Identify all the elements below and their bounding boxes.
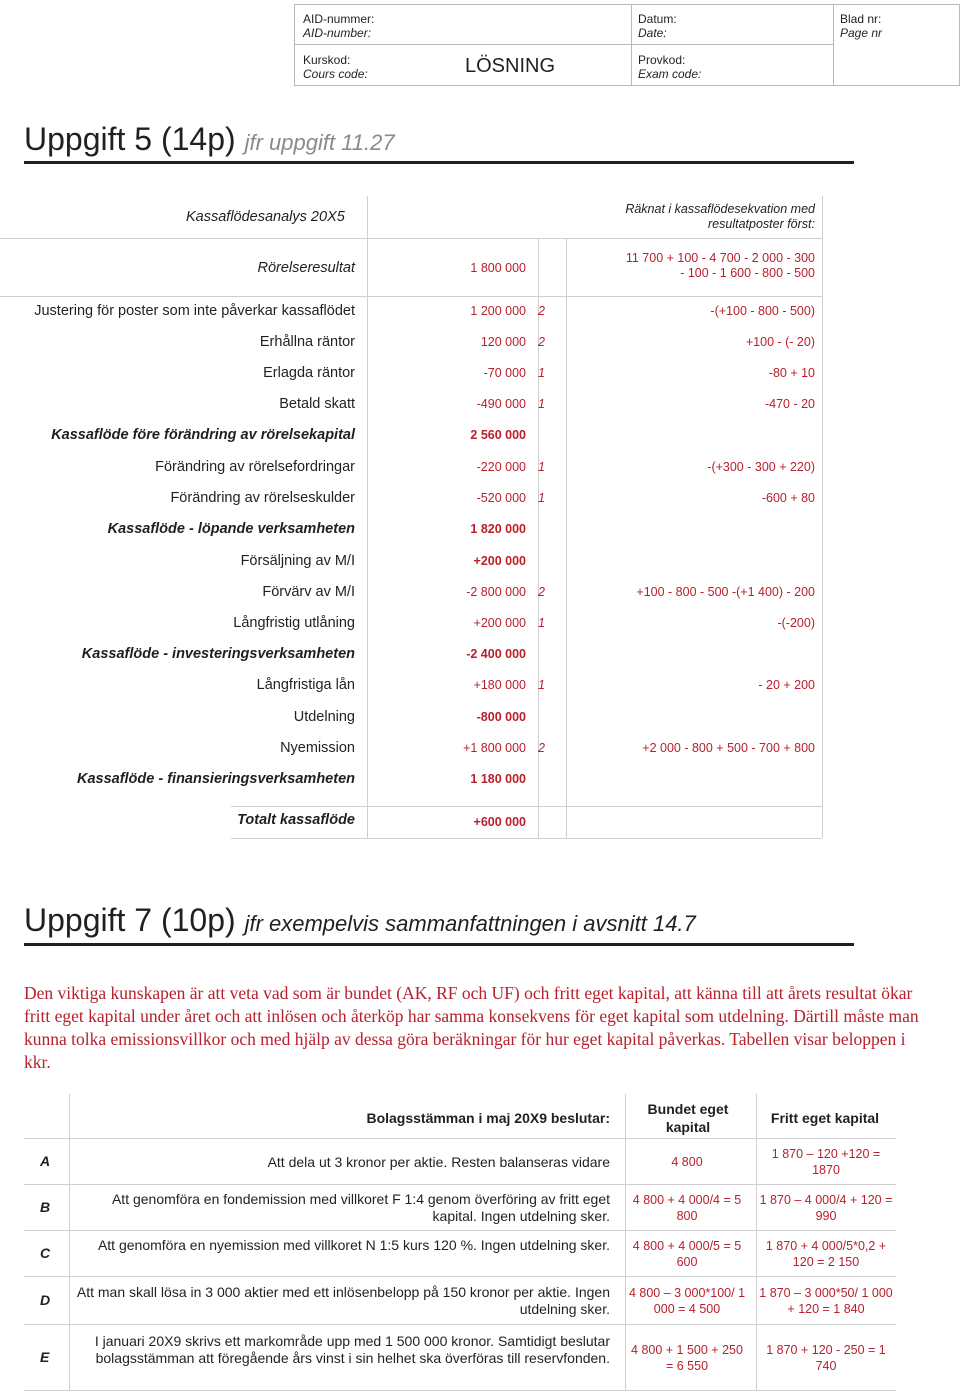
cashflow-row-calc: -470 - 20 — [764, 397, 815, 411]
cashflow-row — [0, 298, 960, 326]
cashflow-row-amount: -2 400 000 — [466, 647, 526, 661]
equity-row-fritt: 1 870 + 4 000/5*0,2 + 120 = 2 150 — [765, 1239, 887, 1269]
cashflow-row-note: 1 — [538, 460, 545, 474]
grid-line — [0, 296, 822, 297]
header-divider — [833, 5, 834, 85]
aid-label: AID-nummer: — [303, 12, 375, 26]
task5-title: Uppgift 5 (14p) — [24, 121, 236, 157]
cashflow-row-amount: -220 000 — [476, 460, 526, 474]
cashflow-row-amount: -2 800 000 — [466, 585, 526, 599]
cashflow-row — [0, 548, 960, 576]
equity-row-letter: D — [40, 1292, 51, 1308]
grid-line — [231, 806, 822, 807]
cashflow-row-note: 1 — [538, 491, 545, 505]
cashflow-row — [0, 641, 960, 669]
cashflow-table-title: Kassaflödesanalys 20X5 — [186, 209, 345, 225]
cashflow-row-amount: 1 200 000 — [470, 304, 526, 318]
cashflow-row-calc: +2 000 - 800 + 500 - 700 + 800 — [642, 741, 815, 755]
cashflow-row-calc: -80 + 10 — [768, 366, 815, 380]
cashflow-row-label: Utdelning — [293, 709, 355, 725]
cashflow-row-calc: +100 - (- 20) — [745, 335, 815, 349]
equity-row — [24, 1232, 896, 1276]
cashflow-row-amount: +200 000 — [473, 616, 526, 630]
cashflow-row-note: 2 — [538, 741, 545, 755]
cashflow-row — [0, 610, 960, 638]
cashflow-row — [0, 579, 960, 607]
task5-heading — [24, 121, 395, 161]
cashflow-row-label: Betald skatt — [279, 396, 355, 412]
sheet-label-en: Page nr — [840, 26, 883, 40]
cashflow-row-label: Kassaflöde - investeringsverksamheten — [81, 646, 355, 662]
equity-row-desc: Att man skall lösa in 3 000 aktier med ett inlösenbelopp på 150 kronor per aktie. Ingen utdelning sker. — [76, 1284, 610, 1317]
cashflow-row — [0, 454, 960, 482]
aid-label-en: AID-number: — [303, 26, 372, 40]
cashflow-row — [0, 485, 960, 513]
grid-line — [24, 1138, 896, 1139]
exam-field[interactable] — [638, 53, 701, 81]
cashflow-row-label: Långfristig utlåning — [233, 615, 355, 631]
task7-heading — [24, 902, 696, 942]
cashflow-row-amount: 2 560 000 — [470, 428, 526, 442]
exam-header — [294, 4, 960, 86]
equity-row-letter: C — [40, 1245, 51, 1261]
equity-row-bundet: 4 800 + 1 500 + 250 = 6 550 — [631, 1343, 743, 1373]
cashflow-row — [0, 422, 960, 450]
cashflow-row-label: Förändring av rörelseskulder — [170, 490, 355, 506]
equity-row-desc: Att genomföra en nyemission med villkoret N 1:5 kurs 120 %. Ingen utdelning sker. — [97, 1237, 610, 1253]
grid-line — [24, 1230, 896, 1231]
cashflow-row-calc: - 20 + 200 — [758, 678, 815, 692]
equity-row-desc: Att genomföra en fondemission med villkoret F 1:4 genom överföring av fritt eget kapital. Ingen utdelning sker. — [111, 1191, 610, 1224]
equity-row-desc: Att dela ut 3 kronor per aktie. Resten balanseras vidare — [267, 1153, 610, 1170]
cashflow-row-note: 2 — [538, 304, 545, 318]
header-divider — [631, 5, 632, 85]
aid-field[interactable] — [303, 12, 374, 40]
equity-row-fritt: 1 870 – 3 000*50/ 1 000 + 120 = 1 840 — [759, 1286, 893, 1316]
date-label: Datum: — [638, 12, 677, 26]
cashflow-row-amount: -490 000 — [476, 397, 526, 411]
cashflow-row-note: 2 — [538, 585, 545, 599]
grid-line — [24, 1184, 896, 1185]
task7-paragraph: Den viktiga kunskapen är att veta vad som är bundet (AK, RF och UF) och fritt eget kapital, att känna till att årets resultat ökar fritt eget kapital under året och att inlösen och återköp har samma konsekvens för eget kapital som utdelning. Därtill måste man kunna tolka emissionsvillkor och med hjälp av dessa göra beräkningar för hur eget kapital påverkas. Tabellen visar beloppen i kkr. — [24, 983, 919, 1072]
cashflow-row — [0, 516, 960, 544]
total-amount: +600 000 — [473, 815, 526, 829]
grid-line — [24, 1390, 896, 1391]
cashflow-row-label: Förvärv av M/I — [262, 584, 355, 600]
task7-rule — [24, 943, 854, 946]
cashflow-row — [0, 391, 960, 419]
cashflow-row — [0, 735, 960, 763]
cashflow-row — [0, 329, 960, 357]
cashflow-row — [0, 360, 960, 388]
equity-row — [24, 1186, 896, 1230]
cashflow-row-calc: -(+100 - 800 - 500) — [710, 304, 815, 318]
cashflow-row-amount: -520 000 — [476, 491, 526, 505]
cashflow-row — [0, 672, 960, 700]
equity-row-desc: I januari 20X9 skrivs ett markområde upp med 1 500 000 kronor. Samtidigt beslutar bolagsstämman att föregående års vinst i sin helhet ska överföras till reservfonden. — [94, 1332, 610, 1366]
total-label: Totalt kassaflöde — [237, 812, 355, 828]
cashflow-row-label: Justering för poster som inte påverkar kassaflödet — [34, 303, 355, 319]
cashflow-row-label: Erlagda räntor — [263, 365, 355, 381]
task5-subtitle: jfr uppgift 11.27 — [244, 130, 395, 155]
course-label-en: Cours code: — [303, 67, 368, 81]
course-label: Kurskod: — [303, 53, 351, 67]
task7-title: Uppgift 7 (10p) — [24, 902, 236, 938]
cashflow-row — [0, 704, 960, 732]
equity-row-bundet: 4 800 – 3 000*100/ 1 000 = 4 500 — [628, 1286, 746, 1316]
solution-stamp: LÖSNING — [465, 55, 556, 77]
equity-row — [24, 1278, 896, 1324]
header-divider — [295, 44, 833, 45]
cashflow-row-label: Nyemission — [280, 740, 355, 756]
sheet-label: Blad nr: — [840, 12, 882, 26]
cashflow-row-amount: 1 180 000 — [470, 772, 526, 786]
equity-row-letter: B — [40, 1199, 51, 1215]
cashflow-row-calc: - 100 - 1 600 - 800 - 500 — [680, 266, 815, 280]
cashflow-row — [0, 251, 960, 283]
cashflow-row-amount: 1 800 000 — [470, 261, 526, 275]
col-fritt: Fritt eget kapital — [770, 1110, 880, 1126]
equity-row-fritt: 1 870 – 120 +120 = 1870 — [771, 1147, 881, 1177]
equity-row-fritt: 1 870 – 4 000/4 + 120 = 990 — [759, 1193, 893, 1223]
equity-row — [24, 1326, 896, 1390]
cashflow-row-calc: -(-200) — [777, 616, 815, 630]
cashflow-row-label: Rörelseresultat — [257, 260, 355, 276]
cashflow-row-label: Kassaflöde - löpande verksamheten — [107, 521, 355, 537]
cashflow-row-note: 1 — [538, 678, 545, 692]
cashflow-row-note: 1 — [538, 616, 545, 630]
cashflow-row-note: 1 — [538, 366, 545, 380]
grid-line — [24, 1276, 896, 1277]
grid-line — [231, 838, 822, 839]
cashflow-row-amount: +180 000 — [473, 678, 526, 692]
cashflow-row-amount: 120 000 — [480, 335, 526, 349]
cashflow-row-label: Kassaflöde - finansieringsverksamheten — [76, 771, 355, 787]
cashflow-row-calc: 11 700 + 100 - 4 700 - 2 000 - 300 — [625, 251, 815, 265]
cashflow-row-amount: +200 000 — [473, 554, 526, 568]
cashflow-row-calc: -600 + 80 — [761, 491, 815, 505]
cashflow-row-note: 2 — [538, 335, 545, 349]
cashflow-row-label: Erhållna räntor — [259, 334, 355, 350]
equity-row-bundet: 4 800 + 4 000/5 = 5 600 — [632, 1239, 742, 1269]
cashflow-row-amount: -800 000 — [476, 710, 526, 724]
date-label-en: Date: — [638, 26, 667, 40]
sheet-field[interactable] — [840, 12, 882, 40]
equity-row-fritt: 1 870 + 120 - 250 = 1 740 — [766, 1343, 886, 1373]
calc-note: Räknat i kassaflödesekvation med resultatposter först: — [625, 202, 815, 231]
cashflow-row — [0, 766, 960, 794]
cashflow-row-note: 1 — [538, 397, 545, 411]
date-field[interactable] — [638, 12, 677, 40]
cashflow-row-calc: -(+300 - 300 + 220) — [707, 460, 815, 474]
cashflow-row-label: Försäljning av M/I — [240, 553, 355, 569]
cashflow-row-label: Långfristiga lån — [256, 677, 355, 693]
cashflow-row-amount: -70 000 — [483, 366, 526, 380]
equity-row-letter: A — [40, 1153, 51, 1169]
exam-label-en: Exam code: — [638, 67, 702, 81]
exam-label: Provkod: — [638, 53, 686, 67]
cashflow-row-label: Kassaflöde före förändring av rörelsekapital — [51, 427, 355, 443]
col-decision: Bolagsstämman i maj 20X9 beslutar: — [366, 1110, 610, 1126]
equity-row-letter: E — [40, 1349, 50, 1365]
grid-line — [0, 238, 822, 239]
cashflow-row-amount: 1 820 000 — [470, 522, 526, 536]
equity-row-bundet: 4 800 + 4 000/4 = 5 800 — [632, 1193, 742, 1223]
course-field[interactable] — [303, 53, 368, 81]
cashflow-row-calc: +100 - 800 - 500 -(+1 400) - 200 — [636, 585, 815, 599]
equity-row — [24, 1140, 896, 1184]
cashflow-row-amount: +1 800 000 — [463, 741, 526, 755]
cashflow-row-label: Förändring av rörelsefordringar — [155, 459, 355, 475]
task7-subtitle: jfr exempelvis sammanfattningen i avsnitt 14.7 — [244, 911, 696, 936]
task5-rule — [24, 161, 854, 164]
grid-line — [24, 1324, 896, 1325]
equity-row-bundet: 4 800 — [671, 1155, 703, 1169]
col-bundet: Bundet eget kapital — [647, 1101, 729, 1135]
